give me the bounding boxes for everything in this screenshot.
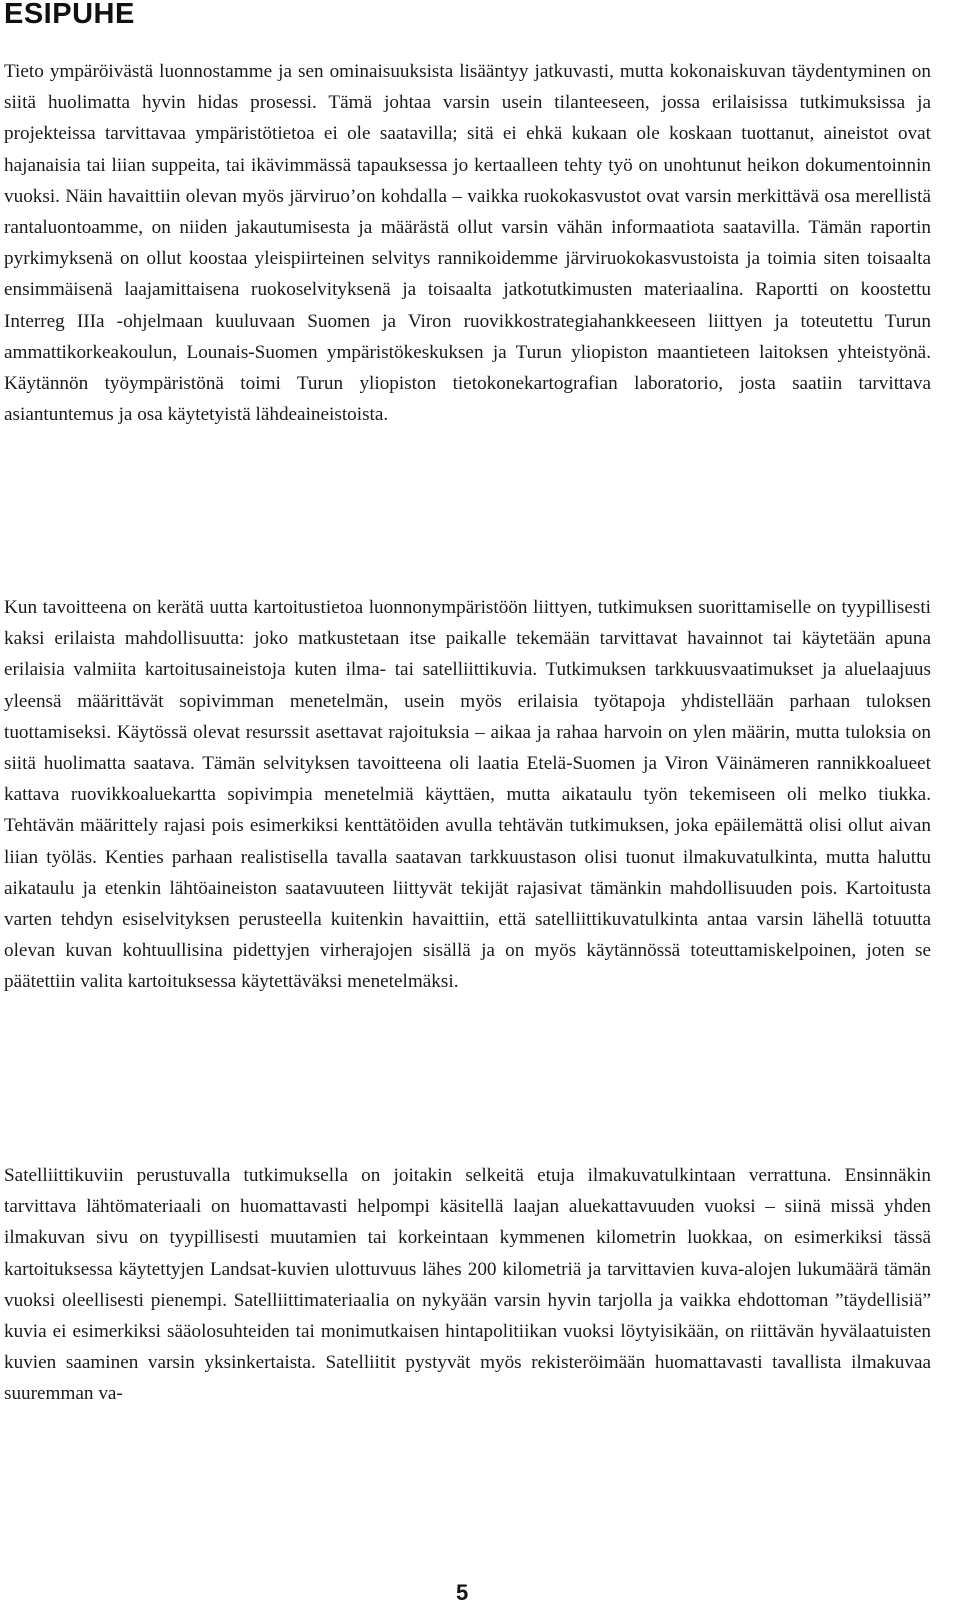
paragraph-1: Tieto ympäröivästä luonnostamme ja sen ominaisuuksista lisääntyy jatkuvasti, mutta kokonaiskuvan täydentyminen on siitä huolimatta hyvin hidas prosessi. Tämä johtaa varsin usein tilanteeseen, jossa erilaisissa tutkimuksissa ja projekteissa tarvittavaa ympäristötietoa ei ole saatavilla; sitä ei ehkä kukaan ole koskaan tuottanut, aineistot ovat hajanaisia tai liian suppeita, tai ikävimmässä tapauksessa jo kertaalleen tehty työ on unohtunut heikon dokumentoinnin vuoksi. Näin havaittiin olevan myös järviruo’on kohdalla – vaikka ruokokasvustot ovat varsin merkittävä osa merellistä rantaluontoamme, on niiden jakautumisesta ja määrästä ollut varsin vähän informaatiota saatavilla. Tämän raportin pyrkimyksenä on ollut koostaa yleispiirteinen selvitys rannikoidemme järviruokokasvustoista ja toimia siten toisaalta ensimmäisenä laajamittaisena ruokoselvityksenä ja toisaalta jatkotutkimusten materiaalina. Raportti on koostettu Interreg IIIa -ohjelmaan kuuluvaan Suomen ja Viron ruovikkostrategiahankkeeseen liittyen ja toteutettu Turun ammattikorkeakoulun, Lounais-Suomen ympäristökeskuksen ja Turun yliopiston maantieteen laitoksen yhteistyönä. Käytännön työympäristönä toimi Turun yliopiston tietokonekartografian laboratorio, josta saatiin tarvittava asiantuntemus ja osa käytetyistä lähdeaineistoista. xyxy=(4,61,931,426)
page-title: ESIPUHE xyxy=(4,0,135,30)
paragraph-3: Satelliittikuviin perustuvalla tutkimuksella on joitakin selkeitä etuja ilmakuvatulkintaan verrattuna. Ensinnäkin tarvittava lähtömateriaali on huomattavasti helpompi käsitellä laajan aluekattavuuden vuoksi – siinä missä yhden ilmakuvan sivu on tyypillisesti muutamien tai korkeintaan kymmenen kilometrin luokkaa, on esimerkiksi tässä kartoituksessa käytettyjen Landsat-kuvien ulottuvuus lähes 200 kilometriä ja tarvittavien kuva-alojen lukumäärä tämän vuoksi oleellisesti pienempi. Satelliittimateriaalia on nykyään varsin hyvin tarjolla ja vaikka ehdottoman ”täydellisiä” kuvia ei esimerkiksi sääolosuhteiden tai monimutkaisen hintapolitiikan vuoksi löytyisikään, on riittävän hyvälaatuisten kuvien saaminen varsin yksinkertaista. Satelliitit pystyvät myös rekisteröimään huomattavasti tavallista ilmakuvaa suuremman va- xyxy=(4,1165,931,1405)
page-number: 5 xyxy=(456,1580,469,1605)
paragraph-2: Kun tavoitteena on kerätä uutta kartoitustietoa luonnonympäristöön liittyen, tutkimuksen suorittamiselle on tyypillisesti kaksi erilaista mahdollisuutta: joko matkustetaan itse paikalle tekemään tarvittavat havainnot tai käytetään apuna erilaisia valmiita kartoitusaineistoja kuten ilma- tai satelliittikuvia. Tutkimuksen tarkkuusvaatimukset ja aluelaajuus yleensä määrittävät sopivimman menetelmän, usein myös erilaisia työtapoja yhdistellään parhaan tuloksen tuottamiseksi. Käytössä olevat resurssit asettavat rajoituksia – aikaa ja rahaa harvoin on ylen määrin, mutta tuloksia on siitä huolimatta saatava. Tämän selvityksen tavoitteena oli laatia Etelä-Suomen ja Viron Väinämeren rannikkoalueet kattava ruovikkoaluekartta sopivimpia menetelmiä käyttäen, mutta aikataulu työn tekemiseen oli melko tiukka. Tehtävän määrittely rajasi pois esimerkiksi kenttätöiden avulla tehtävän tutkimuksen, joka epäilemättä olisi ollut aivan liian työläs. Kenties parhaan realistisella tavalla saatavan tarkkuustason olisi tuonut ilmakuvatulkinta, mutta haluttu aikataulu ja etenkin lähtöaineiston saatavuuteen liittyvät tekijät rajasivat tämänkin mahdollisuuden pois. Kartoitusta varten tehdyn esiselvityksen perusteella kuitenkin havaittiin, että satelliittikuvatulkinta antaa varsin lähellä totuutta olevan kuvan kohtuullisina pidettyjen virherajojen sisällä ja on myös käytännössä toteuttamiskelpoinen, joten se päätettiin valita kartoituksessa käytettäväksi menetelmäksi. xyxy=(4,597,931,993)
